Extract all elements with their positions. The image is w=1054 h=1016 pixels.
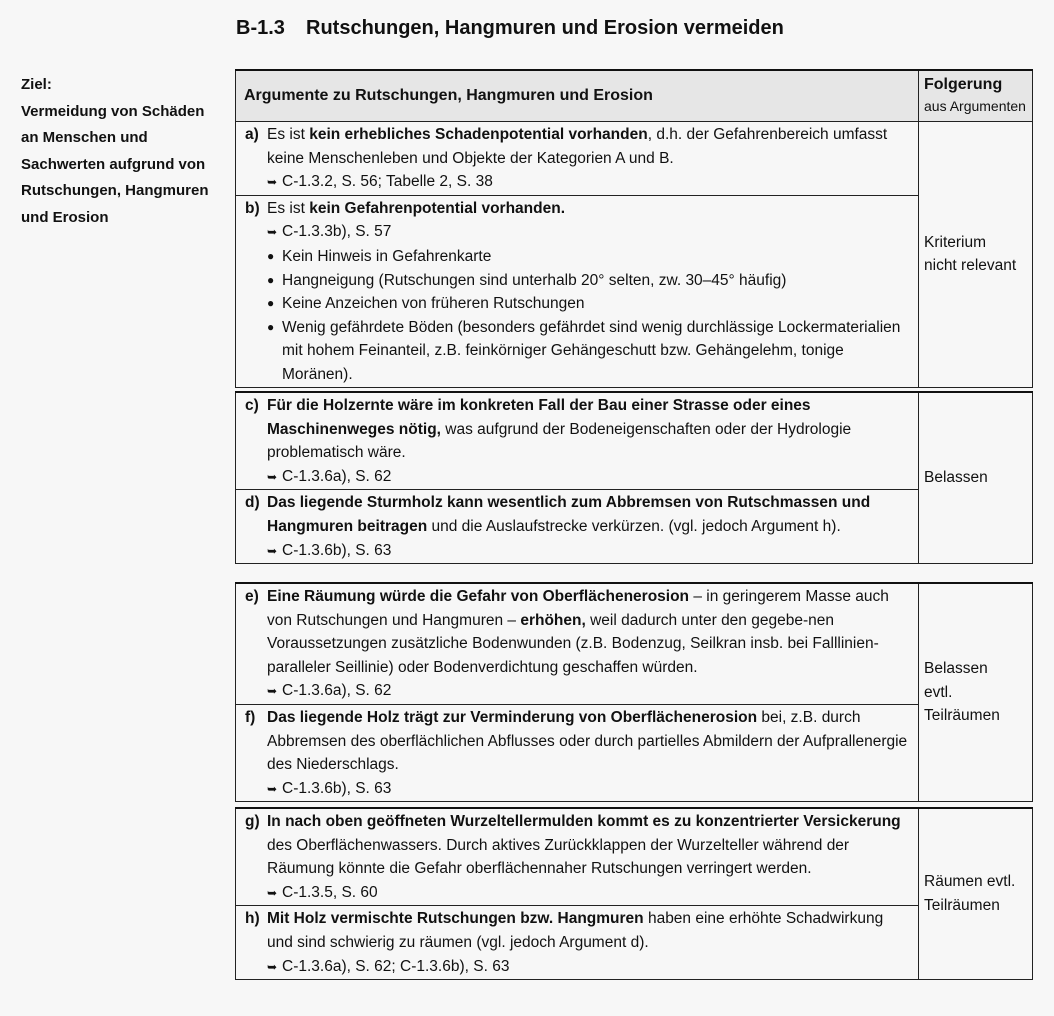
header-arguments: Argumente zu Rutschungen, Hangmuren und Erosion xyxy=(236,70,919,122)
reference-text: C-1.3.3b), S. 57 xyxy=(282,223,392,241)
header-conclusion-main: Folgerung xyxy=(924,76,1003,93)
criteria-text: Wenig gefährdete Böden (besonders gefährdet sind wenig durchlässige Lockermaterialien mit hohem Feinanteil, z.B. feinkörniger Gehängeschutt bzw. Gehängelehm, tonige Moränen). xyxy=(282,318,901,383)
argument-text xyxy=(245,585,912,679)
argument-text xyxy=(245,491,912,538)
argument-text xyxy=(245,907,912,954)
argument-row xyxy=(236,195,1033,387)
goal-line: und Erosion xyxy=(21,208,109,226)
conclusion-cell xyxy=(919,122,1033,388)
argument-row xyxy=(236,808,1033,906)
reference-text: C-1.3.2, S. 56; Tabelle 2, S. 38 xyxy=(282,173,493,191)
criteria-item xyxy=(267,292,912,316)
argument-body xyxy=(267,585,912,679)
reference-line xyxy=(245,955,912,980)
reference-arrow-icon: ➥ xyxy=(267,469,278,484)
argument-body xyxy=(267,706,912,777)
argument-cell xyxy=(236,704,919,801)
reference-arrow-icon: ➥ xyxy=(267,543,278,558)
goal-line: Rutschungen, Hangmuren xyxy=(21,182,209,199)
emphasis-text: Für die Holzernte wäre im konkreten Fall der Bau einer Strasse oder eines Maschinenweges nötig, xyxy=(267,397,811,438)
arguments-table xyxy=(235,391,1033,564)
argument-body xyxy=(267,394,912,465)
argument-cell xyxy=(236,122,919,196)
emphasis-text: Das liegende Sturmholz kann wesentlich zum Abbremsen von Rutschmassen und Hangmuren beitragen xyxy=(267,494,871,535)
reference-line xyxy=(245,465,912,490)
argument-row xyxy=(236,906,1033,980)
reference-text: C-1.3.5, S. 60 xyxy=(282,883,378,901)
plain-text: bei, z.B. durch Abbremsen des oberflächlichen Abflusses oder durch partielles Abmildern der Aufprallenergie des Niederschlags. xyxy=(267,708,908,774)
reference-text: C-1.3.6b), S. 63 xyxy=(282,541,392,559)
argument-letter: e) xyxy=(245,588,259,605)
emphasis-text: Eine Räumung würde die Gefahr von Oberflächenerosion xyxy=(267,588,690,605)
emphasis-text: kein Gefahrenpotential vorhanden. xyxy=(309,199,565,217)
plain-text: weil dadurch unter den gegebe-nen Voraussetzungen zusätzliche Bodenwunden (z.B. Bodenzug, Seilkran insb. bei Falllinien-paralleler Seillinie) oder Bodenverdichtung geschaffen würden. xyxy=(267,611,879,676)
conclusion-text: Belassen xyxy=(924,660,988,678)
goal-line: an Menschen und xyxy=(21,129,148,146)
argument-text xyxy=(245,123,912,170)
argument-letter: a) xyxy=(245,126,259,143)
criteria-item xyxy=(267,245,912,269)
conclusion-text: evtl. xyxy=(924,683,953,701)
plain-text: was aufgrund der Bodeneigenschaften oder der Hydrologie problematisch wäre. xyxy=(267,420,852,462)
reference-arrow-icon: ➥ xyxy=(267,684,278,699)
goal-box xyxy=(21,72,226,231)
table-header-row xyxy=(236,70,1033,122)
argument-body xyxy=(267,491,912,538)
argument-cell xyxy=(236,490,919,564)
plain-text: des Oberflächenwassers. Durch aktives Zurückklappen der Wurzelteller während der Räumung könnte die Gefahr oberflächennaher Rutschungen verringert werden. xyxy=(267,836,850,878)
bullet-icon: ● xyxy=(267,248,275,263)
conclusion-text: nicht relevant xyxy=(924,257,1017,275)
plain-text: , d.h. der Gefahrenbereich umfasst keine Menschenleben und Objekte der Kategorien A und B. xyxy=(267,126,888,167)
header-conclusion-sub: aus Argumenten xyxy=(924,98,1026,114)
reference-line xyxy=(245,679,912,704)
section-number: B-1.3 xyxy=(236,17,285,39)
argument-cell xyxy=(236,583,919,704)
conclusion-text: Räumen evtl. xyxy=(924,873,1016,891)
argument-row xyxy=(236,392,1033,490)
criteria-text: Hangneigung (Rutschungen sind unterhalb 20° selten, zw. 30–45° häufig) xyxy=(282,271,787,289)
plain-text: Es ist xyxy=(267,126,310,143)
emphasis-text: Mit Holz vermischte Rutschungen bzw. Hangmuren xyxy=(267,910,644,928)
plain-text: und die Auslaufstrecke verkürzen. (vgl. jedoch Argument h). xyxy=(427,517,841,535)
argument-body xyxy=(267,810,912,881)
argument-cell xyxy=(236,808,919,906)
arguments-table xyxy=(235,69,1033,388)
argument-body xyxy=(267,907,912,954)
argument-letter: d) xyxy=(245,494,260,512)
argument-body xyxy=(267,123,912,170)
emphasis-text: kein erhebliches Schadenpotential vorhanden xyxy=(309,126,648,143)
reference-line xyxy=(245,777,912,802)
arguments-table xyxy=(235,807,1033,980)
argument-letter: b) xyxy=(245,199,260,217)
argument-cell xyxy=(236,392,919,490)
argument-cell xyxy=(236,195,919,387)
argument-row xyxy=(236,122,1033,196)
reference-arrow-icon: ➥ xyxy=(267,781,278,796)
bullet-icon: ● xyxy=(267,272,275,287)
emphasis-text: erhöhen, xyxy=(520,611,586,629)
page-title xyxy=(236,17,784,40)
conclusion-cell xyxy=(919,583,1033,802)
conclusion-cell xyxy=(919,808,1033,980)
plain-text: Es ist xyxy=(267,199,310,217)
argument-letter: g) xyxy=(245,813,260,830)
argument-text xyxy=(245,810,912,881)
criteria-item xyxy=(267,269,912,293)
conclusion-text: Teilräumen xyxy=(924,707,1000,725)
reference-text: C-1.3.6a), S. 62; C-1.3.6b), S. 63 xyxy=(282,957,510,975)
argument-letter: f) xyxy=(245,708,256,726)
reference-text: C-1.3.6a), S. 62 xyxy=(282,467,392,485)
argument-row xyxy=(236,583,1033,704)
reference-arrow-icon: ➥ xyxy=(267,885,278,900)
reference-text: C-1.3.6a), S. 62 xyxy=(282,682,392,700)
goal-line: Vermeidung von Schäden xyxy=(21,102,205,120)
argument-text xyxy=(245,706,912,777)
argument-body xyxy=(267,197,912,221)
bullet-icon: ● xyxy=(267,296,275,311)
emphasis-text: In nach oben geöffneten Wurzeltellermulden kommt es zu konzentrierter Versickerung xyxy=(267,813,901,830)
goal-label: Ziel: xyxy=(21,76,52,93)
reference-line xyxy=(245,220,912,245)
conclusion-text: Teilräumen xyxy=(924,897,1000,915)
criteria-item xyxy=(267,316,912,387)
arguments-table xyxy=(235,582,1033,802)
reference-arrow-icon: ➥ xyxy=(267,175,278,190)
conclusion-text: Belassen xyxy=(924,469,988,487)
goal-line: Sachwerten aufgrund von xyxy=(21,155,206,173)
conclusion-text: Kriterium xyxy=(924,233,987,251)
reference-text: C-1.3.6b), S. 63 xyxy=(282,779,392,797)
argument-letter: c) xyxy=(245,397,259,414)
reference-arrow-icon: ➥ xyxy=(267,225,278,240)
argument-cell xyxy=(236,906,919,980)
reference-line xyxy=(245,539,912,564)
argument-text xyxy=(245,197,912,221)
criteria-text: Keine Anzeichen von früheren Rutschungen xyxy=(282,295,585,313)
plain-text: – in geringerem Masse auch von Rutschungen und Hangmuren – xyxy=(267,588,889,629)
criteria-text: Kein Hinweis in Gefahrenkarte xyxy=(282,247,492,265)
criteria-list xyxy=(245,245,912,387)
bullet-icon: ● xyxy=(267,319,275,334)
argument-letter: h) xyxy=(245,910,260,928)
argument-row xyxy=(236,704,1033,801)
reference-arrow-icon: ➥ xyxy=(267,959,278,974)
emphasis-text: Das liegende Holz trägt zur Verminderung von Oberflächenerosion xyxy=(267,708,758,726)
reference-line xyxy=(245,881,912,906)
section-title: Rutschungen, Hangmuren und Erosion vermeiden xyxy=(306,17,784,39)
conclusion-cell xyxy=(919,392,1033,564)
argument-row xyxy=(236,490,1033,564)
plain-text: haben eine erhöhte Schadwirkung und sind schwierig zu räumen (vgl. jedoch Argument d). xyxy=(267,910,884,951)
reference-line xyxy=(245,170,912,195)
argument-text xyxy=(245,394,912,465)
header-conclusion xyxy=(919,70,1033,122)
